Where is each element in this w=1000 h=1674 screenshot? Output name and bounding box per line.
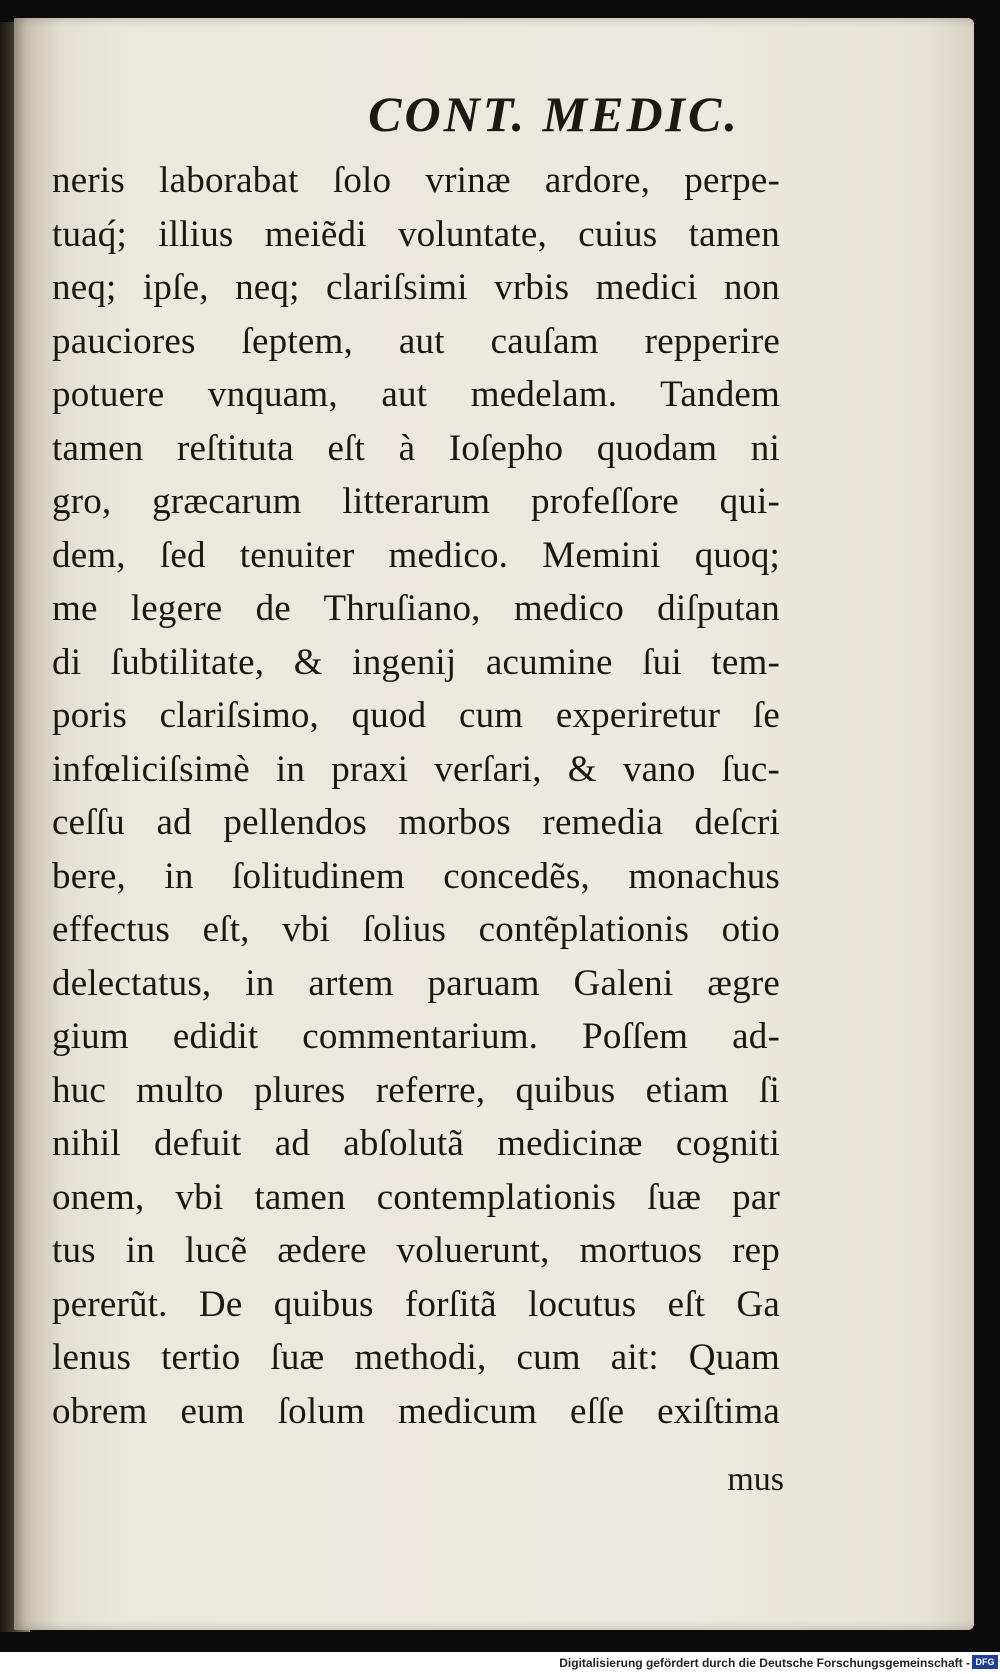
text-line: tamen reſtituta eſt à Ioſepho quodam ni: [52, 427, 780, 469]
text-line: poris clariſsimo, quod cum experiretur ſe: [52, 695, 780, 736]
text-line: gium edidit commentarium. Poſſem ad-: [52, 1016, 780, 1057]
text-line: huc multo plures referre, quibus etiam ſi: [52, 1069, 780, 1111]
text-line: lenus tertio ſuæ methodi, cum ait: Quam: [52, 1337, 780, 1378]
text-line: neq; ipſe, neq; clariſsimi vrbis medici non: [52, 267, 780, 308]
text-line: infœliciſsimè in praxi verſari, & vano ſuc-: [52, 748, 780, 790]
text-line: effectus eſt, vbi ſolius contẽplationis otio: [52, 909, 780, 950]
digitization-footer: [0, 1652, 1000, 1674]
text-line: neris laborabat ſolo vrinæ ardore, perpe-: [52, 160, 780, 201]
text-line: gro, græcarum litterarum profeſſore qui-: [52, 481, 780, 522]
text-line: dem, ſed tenuiter medico. Memini quoq;: [52, 534, 780, 576]
text-line: pererũt. De quibus forſitã locutus eſt Ga: [52, 1283, 780, 1325]
text-line: obrem eum ſolum medicum eſſe exiſtima: [52, 1390, 780, 1432]
text-line: ceſſu ad pellendos morbos remedia deſcri: [52, 802, 780, 843]
funding-credit: Digitalisierung gefördert durch die Deutsche Forschungsgemeinschaft -: [559, 1656, 970, 1670]
book-page: [14, 18, 974, 1630]
text-line: tus in lucẽ ædere voluerunt, mortuos rep: [52, 1230, 780, 1271]
text-line: pauciores ſeptem, aut cauſam repperire: [52, 320, 780, 362]
text-line: onem, vbi tamen contemplationis ſuæ par: [52, 1176, 780, 1218]
text-line: delectatus, in artem paruam Galeni ægre: [52, 962, 780, 1004]
running-head: CONT. MEDIC.: [368, 86, 740, 142]
dfg-logo: DFG: [972, 1655, 998, 1669]
text-line: bere, in ſolitudinem concedẽs, monachus: [52, 855, 780, 897]
text-line: tuaq́; illius meiẽdi voluntate, cuius tamen: [52, 213, 780, 255]
text-line: me legere de Thruſiano, medico diſputan: [52, 588, 780, 629]
text-line: di ſubtilitate, & ingenij acumine ſui tem-: [52, 641, 780, 683]
text-line: nihil defuit ad abſolutã medicinæ cogniti: [52, 1123, 780, 1164]
text-body: [52, 154, 780, 1438]
catchword: mus: [727, 1461, 784, 1498]
text-line: potuere vnquam, aut medelam. Tandem: [52, 374, 780, 415]
